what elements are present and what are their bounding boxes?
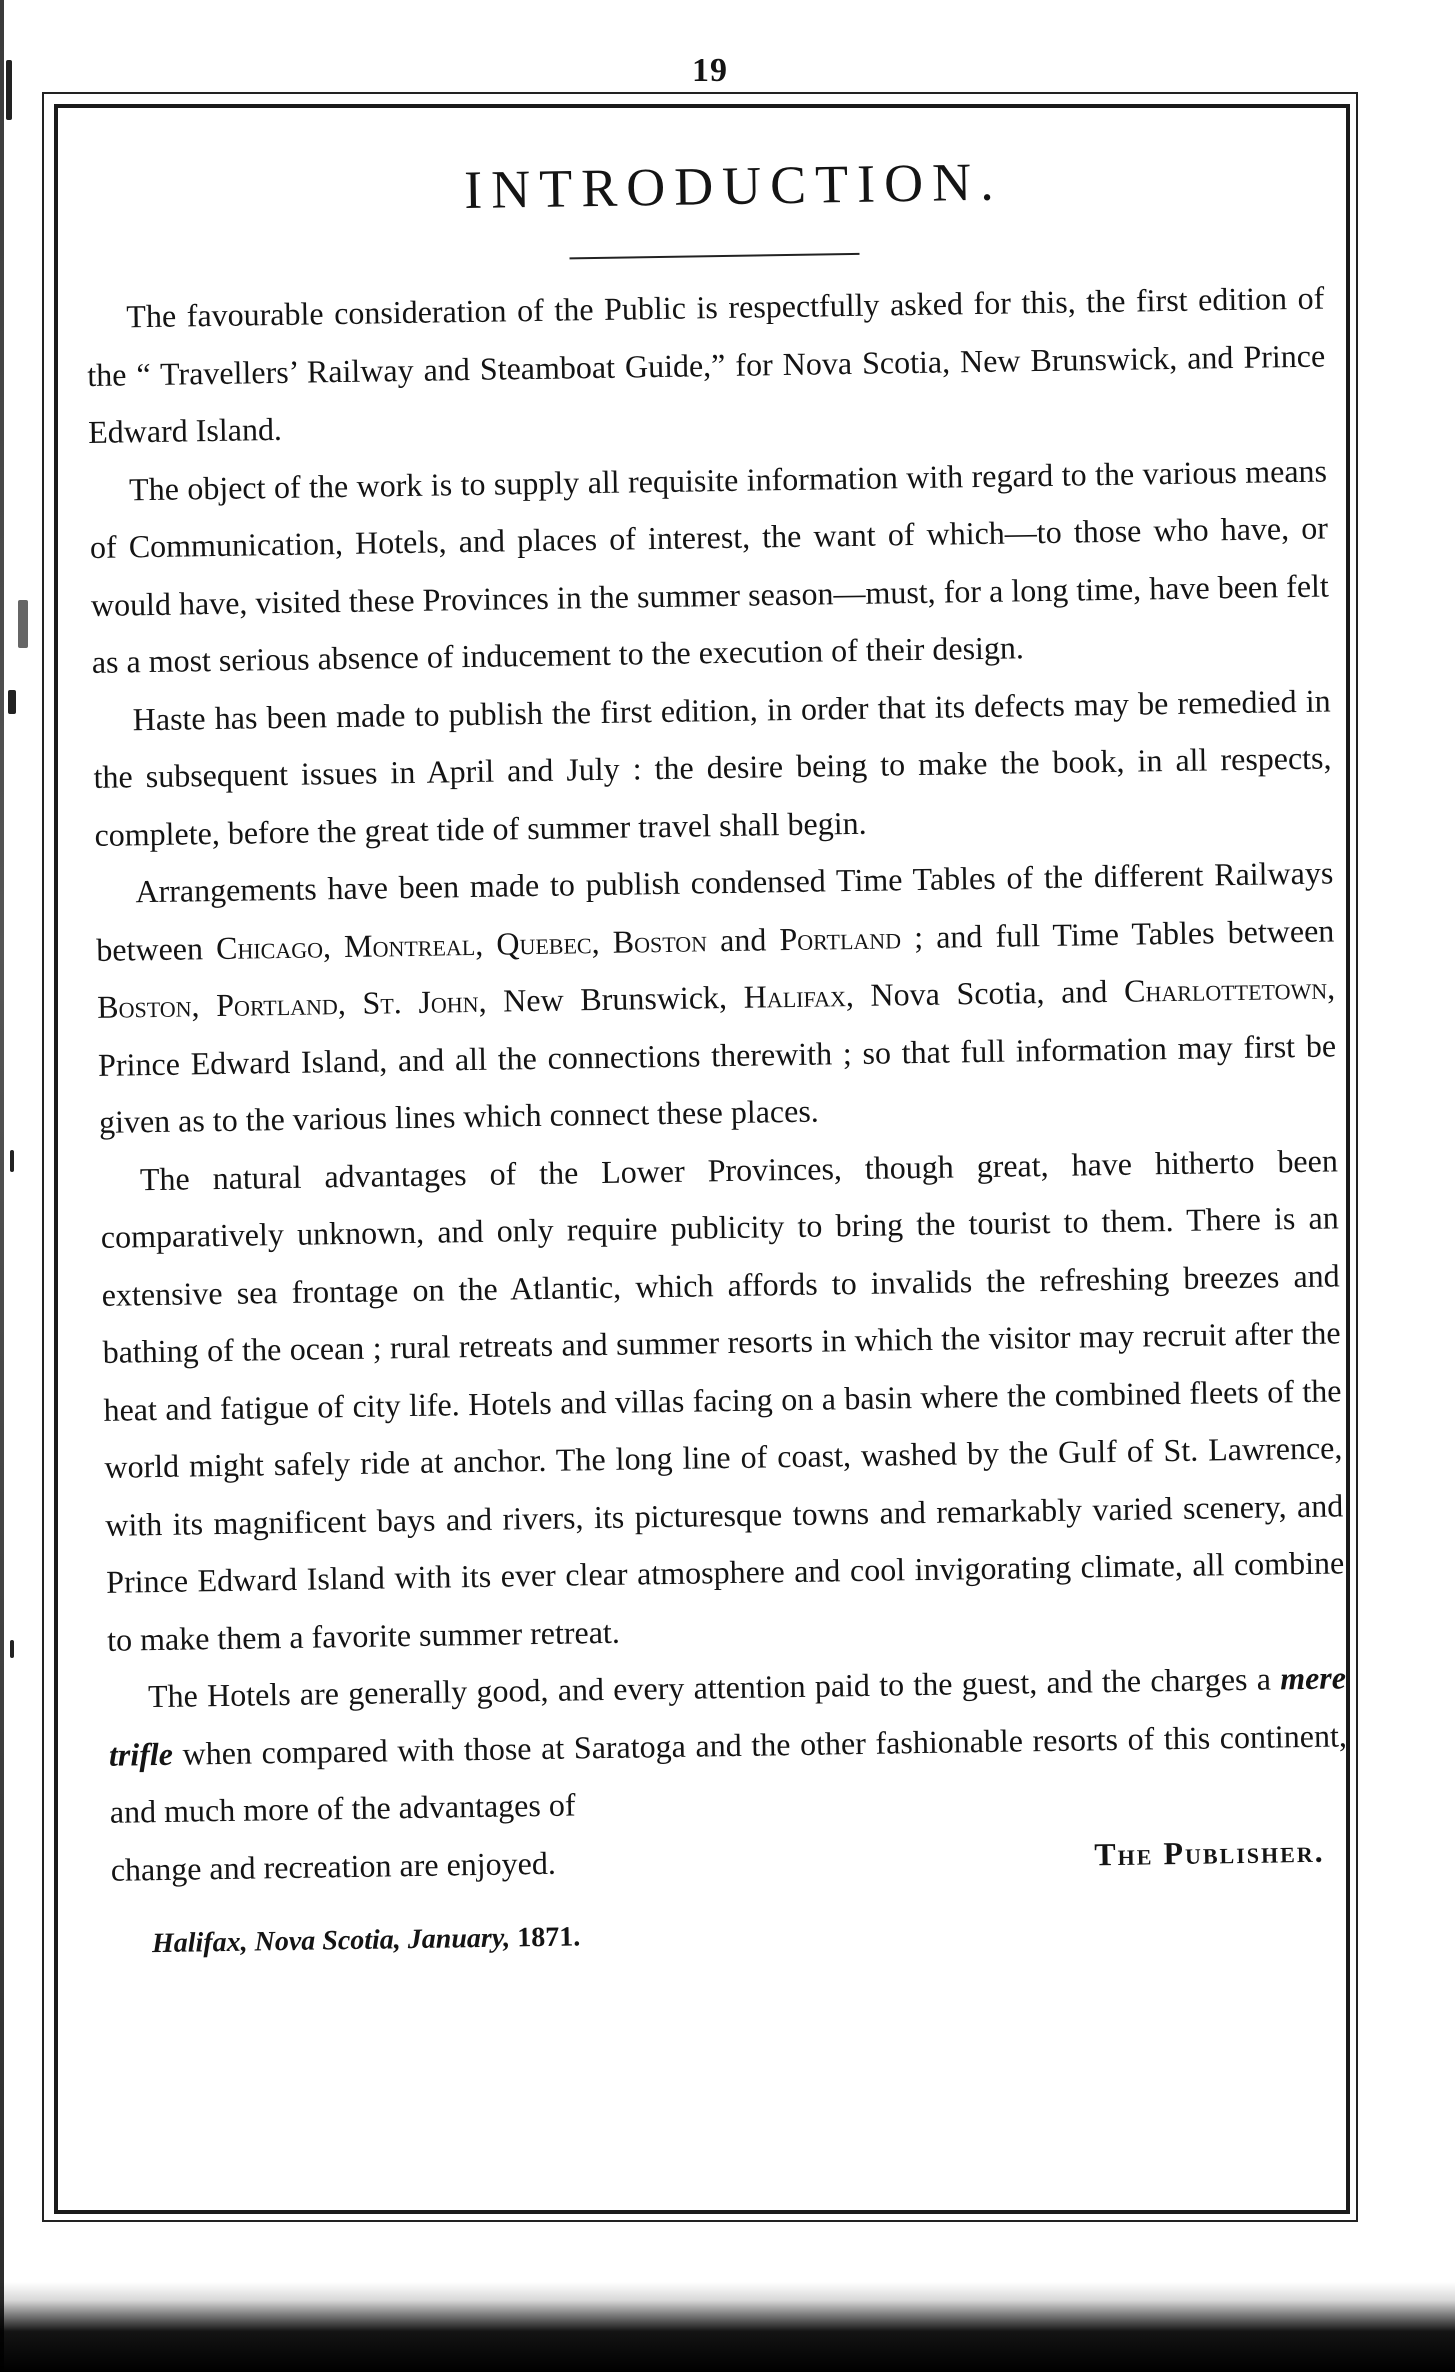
paragraph: Arrangements have been made to publish condensed Time Tables of the different Railways between Chicago, Montreal, Quebec, Boston and Portland ; and full Time Tables between Boston, Portland, St. John, New Brunswick, Halifax, Nova Scotia, and Charlottetown, Prince Edward Island, and all the connections therewith ; so that full information may first be given as to the various lines which connect these places. [96, 854, 1337, 1140]
page-title: INTRODUCTION. [463, 151, 1004, 221]
place-name: Boston [96, 987, 192, 1025]
place-name: Boston [612, 921, 708, 960]
place-name: St. John [362, 982, 479, 1021]
scan-shadow [0, 2282, 1455, 2372]
place-name: Quebec [496, 923, 592, 962]
dateline-year: 1871. [516, 1921, 581, 1954]
dateline-place-date: Halifax, Nova Scotia, January, [151, 1922, 511, 1960]
place-name: Portland [215, 985, 339, 1024]
binding-mark [18, 600, 28, 648]
place-name: Charlottetown [1123, 969, 1328, 1009]
paragraph: The natural advantages of the Lower Provinces, though great, have hitherto been comparatively unknown, and only require publicity to bring the tourist to them. There is an extensive sea frontage on the Atlantic, which affords to invalids the refreshing breezes and bathing of the ocean ; rural retreats and summer resorts in which the visitor may recruit after the heat and fatigue of city life. Hotels and villas facing on a basin where the combined fleets of the world might safely ride at anchor. The long line of coast, washed by the Gulf of St. Lawrence, with its magnificent bays and rivers, its picturesque towns and remarkably varied scenery, and Prince Edward Island with its ever clear atmosphere and cool invigorating climate, all combine to make them a favorite summer retreat. [100, 1141, 1345, 1658]
binding-mark [10, 1150, 14, 1172]
binding-mark [8, 690, 16, 714]
place-name: Halifax [743, 977, 847, 1015]
closing-text: change and recreation are enjoyed. [110, 1844, 557, 1888]
paragraph: The favourable consideration of the Public is respectfully asked for this, the first edition of the “ Travellers’ Railway and Steamboat Guide,” for Nova Scotia, New Brunswick, and Prince Edward Island. [87, 279, 1326, 450]
binding-mark [10, 1640, 14, 1658]
place-name: Portland [779, 918, 902, 957]
place-name: Montreal [343, 925, 476, 964]
paragraph: The object of the work is to supply all requisite information with regard to the various means of Communication, Hotels, and places of interest, the want of which—to those who have, or would have, visited these Provinces in the summer season—must, for a long time, have been felt as a most serious absence of inducement to the execution of their design. [89, 452, 1330, 680]
page-content [84, 146, 1350, 1961]
signature: The Publisher. [1093, 1832, 1325, 1872]
place-name: Chicago [215, 927, 324, 966]
title-rule [570, 253, 860, 260]
paragraph: The Hotels are generally good, and every attention paid to the guest, and the charges a mere trifle when compared with those at Saratoga and the other fashionable resorts of this continent, and much more of the advantages of [108, 1659, 1348, 1830]
paragraph: Haste has been made to publish the first edition, in order that its defects may be remedied in the subsequent issues in April and July : the desire being to make the book, in all respects, complete, before the great tide of summer travel shall begin. [93, 681, 1332, 853]
italic-phrase: mere trifle [108, 1659, 1347, 1773]
binding-edge [0, 0, 4, 2372]
page-number: 19 [692, 52, 728, 89]
